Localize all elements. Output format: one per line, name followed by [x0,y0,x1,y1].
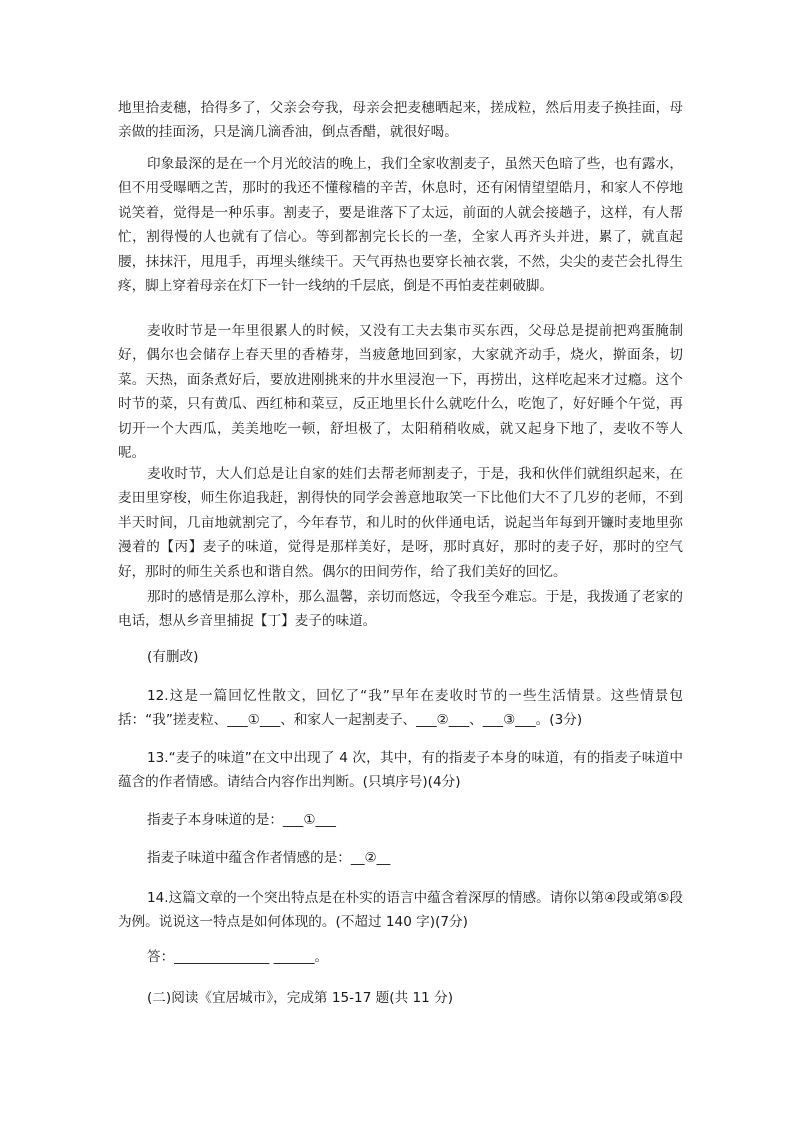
question-13-answer-1: 指麦子本身味道的是：___①___ [147,812,336,828]
question-12: 12.这是一篇回忆性散文，回忆了“我”早年在麦收时节的一些生活情景。这些情景包括：“我”搓麦粒、___①___、和家人一起割麦子、___②___、___③___。(3分) [118,688,683,729]
source-note: (有删改) [147,649,199,665]
paragraph-helping-teacher: 麦收时节，大人们总是让自家的娃们去帮老师割麦子，于是，我和伙伴们就组织起来，在麦田里穿梭，师生你追我赶，割得快的同学会善意地取笑一下比他们大不了几岁的老师，不到半天时间，几亩地就割完了，今年春节，和儿时的伙伴通电话，说起当年每到开镰时麦地里弥漫着的【丙】麦子的味道，觉得是那样美好，是呀，那时真好，那时的麦子好，那时的空气好，那时的师生关系也和谐自然。偶尔的田间劳作，给了我们美好的回忆。 [118,466,683,580]
question-13: 13.“麦子的味道”在文中出现了 4 次，其中，有的指麦子本身的味道，有的指麦子味道中蕴含的作者情感。请结合内容作出判断。(只填序号)(4分) [118,750,683,791]
paragraph-feelings: 那时的感情是那么淳朴，那么温馨，亲切而悠远，令我至今难忘。于是，我拨通了老家的电话，想从乡音里捕捉【丁】麦子的味道。 [118,589,683,630]
answer-line[interactable]: 答：______________ ______。 [147,949,329,965]
section-2-heading: (二)阅读《宜居城市》，完成第 15-17 题(共 11 分) [147,990,453,1006]
paragraph-harvest-gleaning: 地里拾麦穗，拾得多了，父亲会夸我，母亲会把麦穗晒起来，搓成粒，然后用麦子换挂面，母亲做的挂面汤，只是滴几滴香油，倒点香醋，就很好喝。 [118,100,683,141]
question-13-answer-2: 指麦子味道中蕴含作者情感的是：__②__ [147,850,391,866]
paragraph-moonlit-harvest: 印象最深的是在一个月光皎洁的晚上，我们全家收割麦子，虽然天色暗了些，也有露水，但不用受曝晒之苦，那时的我还不懂稼穑的辛苦，休息时，还有闲情望望皓月，和家人不停地说笑着，觉得是一种乐事。割麦子，要是谁落下了太远，前面的人就会接趟子，这样，有人帮忙，割得慢的人也就有了信心。等到都割完长长的一垄，全家人再齐头并进，累了，就直起腰，抹抹汗，甩甩手，再埋头继续干。天气再热也要穿长袖衣裳，不然，尖尖的麦芒会扎得生疼，脚上穿着母亲在灯下一针一线纳的千层底，倒是不再怕麦茬刺破脚。 [118,156,683,295]
question-14: 14.这篇文章的一个突出特点是在朴实的语言中蕴含着深厚的情感。请你以第④段或第⑤段为例。说说这一特点是如何体现的。(不超过 140 字)(7分) [118,890,683,931]
paragraph-busy-season-meals: 麦收时节是一年里很累人的时候，又没有工夫去集市买东西，父母总是提前把鸡蛋腌制好，偶尔也会储存上春天里的香椿芽，当疲惫地回到家，大家就齐动手，烧火，擀面条，切菜。天热，面条煮好后，要放进刚挑来的井水里浸泡一下，再捞出，这样吃起来才过瘾。这个时节的菜，只有黄瓜、西红柿和菜豆，反正地里长什么就吃什么，吃饱了，好好睡个午觉，再切开一个大西瓜，美美地吃一顿，舒坦极了，太阳稍稍收威，就又起身下地了，麦收不等人呢。 [118,323,683,462]
